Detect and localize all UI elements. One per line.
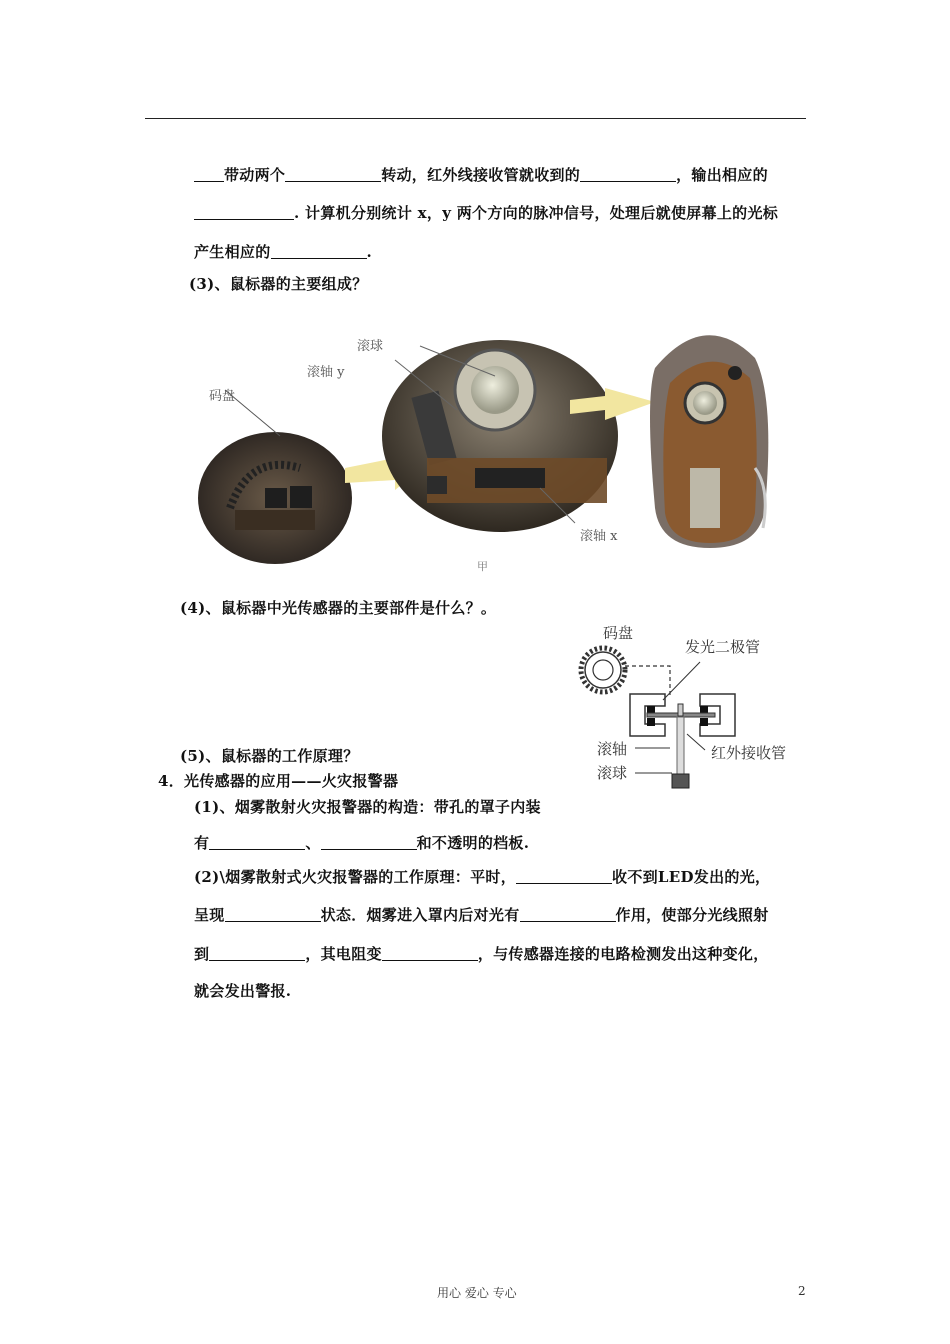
fill-blank[interactable] — [516, 869, 612, 884]
page-number: 2 — [798, 1284, 806, 1298]
diagram-label-led: 发光二极管 — [685, 638, 761, 656]
question-4: (4)、鼠标器中光传感器的主要部件是什么？。 — [180, 599, 497, 617]
section-4-item-1: (1)、烟雾散射火灾报警器的构造：带孔的罩子内装 — [194, 798, 541, 816]
diagram-label-axis: 滚轴 — [597, 740, 628, 758]
diagram-label-disc: 码盘 — [603, 624, 634, 642]
fill-blank[interactable] — [194, 167, 224, 182]
diagram-label-ir: 红外接收管 — [711, 744, 787, 762]
section-4-item-1b: 有 、 和不透明的档板. — [194, 834, 530, 852]
text-line-3: 产生相应的 . — [194, 243, 373, 261]
code-disc-icon — [581, 648, 625, 692]
label-ball: 滚球 — [357, 339, 384, 354]
diagram-label-ball: 滚球 — [597, 764, 628, 782]
text-line-2: . 计算机分别统计 x，y 两个方向的脉冲信号，处理后就使屏幕上的光标 — [194, 202, 778, 223]
fill-blank[interactable] — [382, 946, 478, 961]
fill-blank[interactable] — [321, 835, 417, 850]
fill-blank[interactable] — [271, 244, 367, 259]
label-disc: 码盘 — [209, 389, 236, 404]
section-4-item-2-line-2: 呈现 状态．烟雾进入罩内后对光有 作用，使部分光线照射 — [194, 906, 769, 924]
section-4-item-2: (2)\烟雾散射式火灾报警器的工作原理：平时， 收不到LED发出的光， — [194, 868, 771, 886]
text-line-1: 带动两个 转动，红外线接收管就收到的 ，输出相应的 — [194, 164, 768, 185]
fill-blank[interactable] — [285, 167, 381, 182]
fill-blank[interactable] — [209, 946, 305, 961]
label-axis-y: 滚轴 y — [307, 365, 345, 380]
fill-blank[interactable] — [225, 907, 321, 922]
mouse-photo — [195, 318, 785, 580]
sensor-diagram — [575, 622, 815, 792]
footer-slogan: 用心 爱心 专心 — [437, 1286, 517, 1300]
fill-blank[interactable] — [194, 205, 294, 220]
section-4-item-2-line-4: 就会发出警报. — [194, 982, 292, 1000]
question-5: (5)、鼠标器的工作原理？ — [180, 747, 359, 765]
fill-blank[interactable] — [520, 907, 616, 922]
question-3: (3)、鼠标器的主要组成？ — [189, 275, 368, 293]
section-4-item-2-line-3: 到 ，其电阻变 ，与传感器连接的电路检测发出这种变化， — [194, 945, 769, 963]
fill-blank[interactable] — [580, 167, 676, 182]
header-rule — [145, 118, 806, 119]
photo-caption: 甲 — [477, 560, 488, 573]
fill-blank[interactable] — [209, 835, 305, 850]
section-4-title: 4．光传感器的应用——火灾报警器 — [158, 772, 399, 790]
label-axis-x: 滚轴 x — [580, 529, 618, 544]
